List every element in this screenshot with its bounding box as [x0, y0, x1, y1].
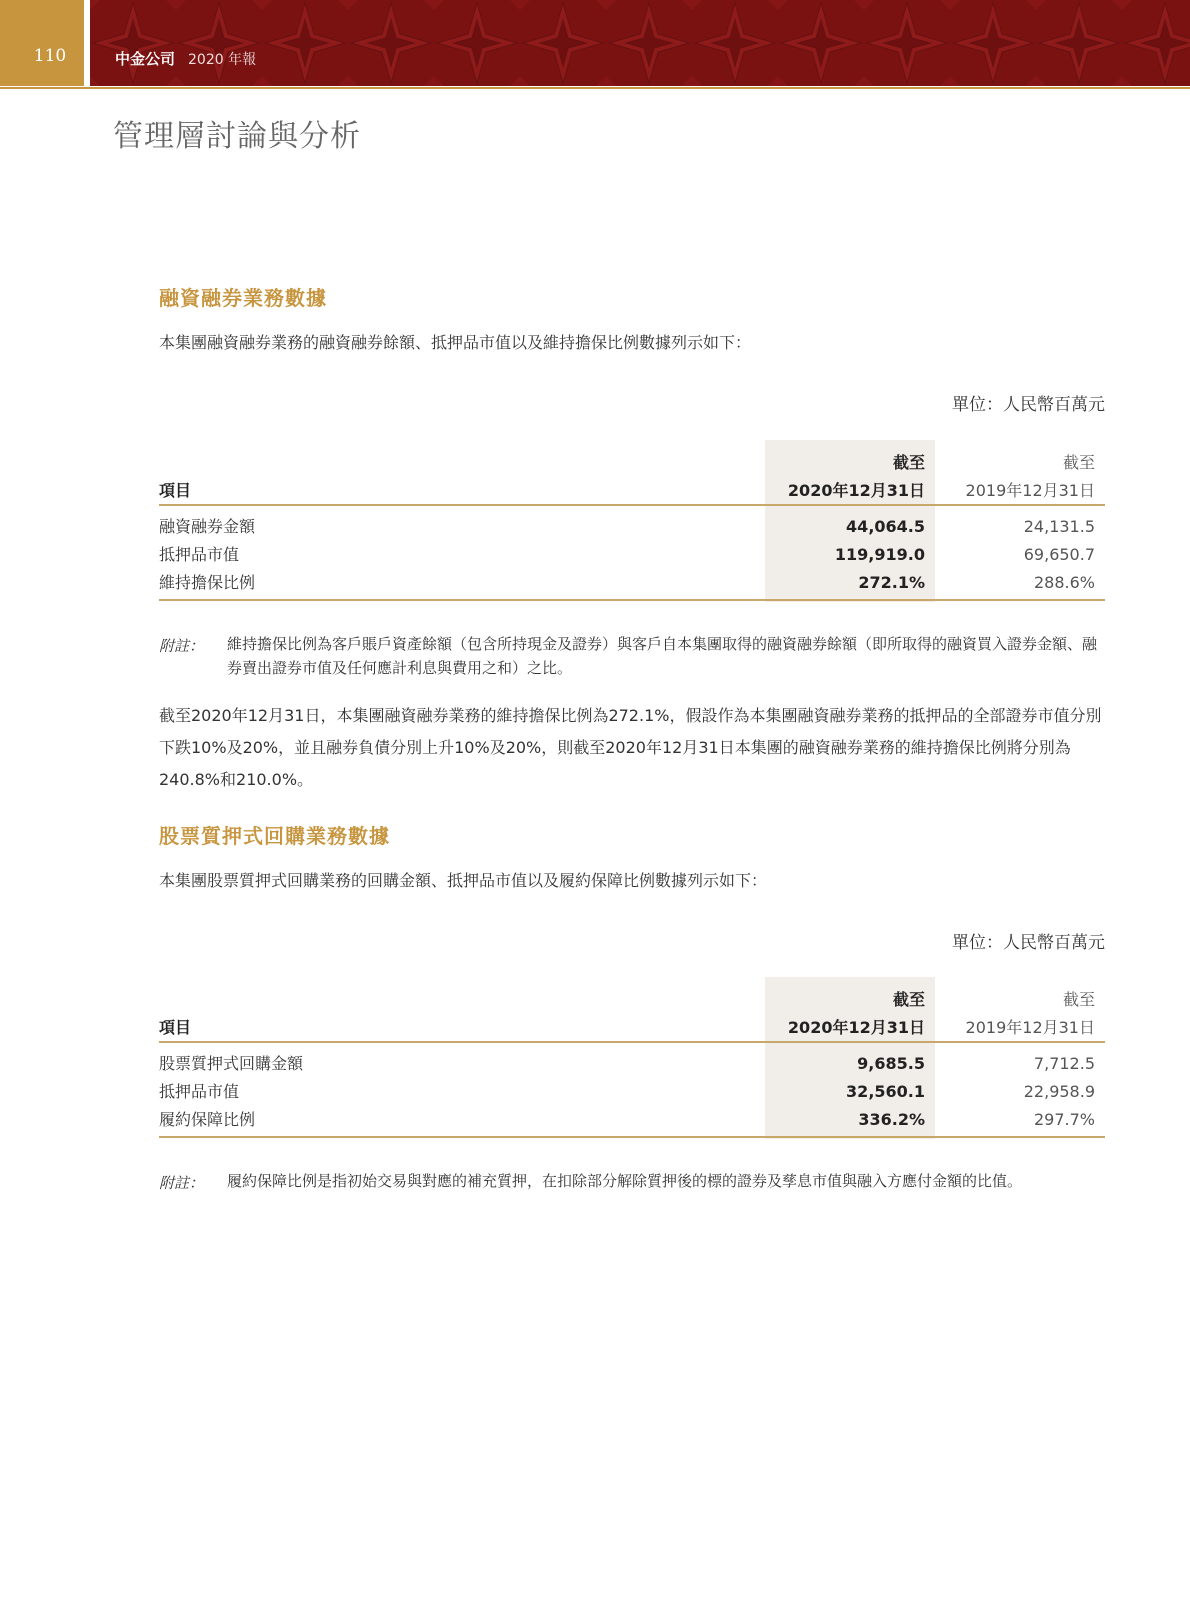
table-row-value-2020: 272.1%	[858, 573, 925, 592]
col1-header-bottom: 2020年12月31日	[787, 481, 925, 500]
margin-table	[159, 440, 1105, 602]
page-header	[0, 0, 1190, 90]
table-header-rule	[159, 504, 1105, 506]
margin-note-label: 附註：	[159, 637, 205, 655]
col1-header-bottom: 2020年12月31日	[787, 1018, 925, 1037]
margin-note-text: 維持擔保比例為客戶賬戶資產餘額（包含所持現金及證券）與客戶自本集團取得的融資融券餘額（即所取得的融資買入證券金額、融券賣出證券市值及任何應計利息與費用之和）之比。	[227, 635, 1098, 677]
repo-note-label: 附註：	[159, 1174, 205, 1192]
col1-header-top: 截至	[892, 990, 925, 1009]
margin-analysis: 截至2020年12月31日，本集團融資融券業務的維持擔保比例為272.1%，假設作為本集團融資融券業務的抵押品的全部證券市值分別下跌10%及20%，並且融券負債分別上升10%及20%，則截至2020年12月31日本集團的融資融券業務的維持擔保比例將分別為240.8%和210.0%。	[159, 706, 1102, 789]
col0-header: 項目	[159, 481, 192, 500]
repo-intro: 本集團股票質押式回購業務的回購金額、抵押品市值以及履約保障比例數據列示如下：	[159, 871, 768, 890]
table-header-rule	[159, 1041, 1105, 1043]
col1-header-top: 截至	[892, 453, 925, 472]
table-row-label: 融資融券金額	[159, 517, 256, 536]
table-row-value-2020: 336.2%	[858, 1110, 925, 1129]
col2-header-top: 截至	[1062, 453, 1095, 472]
table-row-value-2019: 24,131.5	[1023, 517, 1095, 536]
margin-heading: 融資融券業務數據	[159, 286, 327, 310]
col0-header: 項目	[159, 1018, 192, 1037]
header-rule	[0, 87, 1190, 89]
table-row-label: 維持擔保比例	[159, 573, 256, 592]
section-title: 管理層討論與分析	[113, 119, 361, 154]
table-row-label: 股票質押式回購金額	[159, 1054, 304, 1073]
table-row-value-2019: 7,712.5	[1033, 1054, 1095, 1073]
table-row-value-2020: 32,560.1	[846, 1082, 925, 1101]
margin-intro: 本集團融資融券業務的融資融券餘額、抵押品市值以及維持擔保比例數據列示如下：	[159, 333, 752, 352]
header-banner	[90, 0, 1190, 86]
repo-table	[159, 977, 1105, 1139]
report-year: 2020 年報	[188, 52, 257, 68]
table-row-value-2019: 22,958.9	[1023, 1082, 1095, 1101]
table-row-label: 抵押品市值	[159, 1082, 240, 1101]
table-row-value-2020: 9,685.5	[857, 1054, 925, 1073]
repo-unit: 單位：人民幣百萬元	[952, 933, 1105, 953]
banner-pattern	[90, 0, 1190, 86]
repo-note-text: 履約保障比例是指初始交易與對應的補充質押，在扣除部分解除質押後的標的證券及孳息市值與融入方應付金額的比值。	[227, 1172, 1023, 1190]
page-number: 110	[33, 46, 67, 66]
table-row-value-2019: 288.6%	[1033, 573, 1095, 592]
table-row-value-2019: 69,650.7	[1023, 545, 1095, 564]
table-bottom-rule	[159, 599, 1105, 601]
page-number-box	[0, 0, 84, 86]
table-row-value-2020: 44,064.5	[846, 517, 925, 536]
table-row-label: 抵押品市值	[159, 545, 240, 564]
col2-header-bottom: 2019年12月31日	[965, 1018, 1095, 1037]
repo-heading: 股票質押式回購業務數據	[159, 824, 390, 848]
table-row-value-2020: 119,919.0	[834, 545, 925, 564]
company-name: 中金公司	[115, 50, 176, 68]
col2-header-bottom: 2019年12月31日	[965, 481, 1095, 500]
col2-header-top: 截至	[1062, 990, 1095, 1009]
table-row-value-2019: 297.7%	[1033, 1110, 1095, 1129]
table-row-label: 履約保障比例	[159, 1110, 256, 1129]
table-bottom-rule	[159, 1136, 1105, 1138]
margin-unit: 單位：人民幣百萬元	[952, 395, 1105, 415]
